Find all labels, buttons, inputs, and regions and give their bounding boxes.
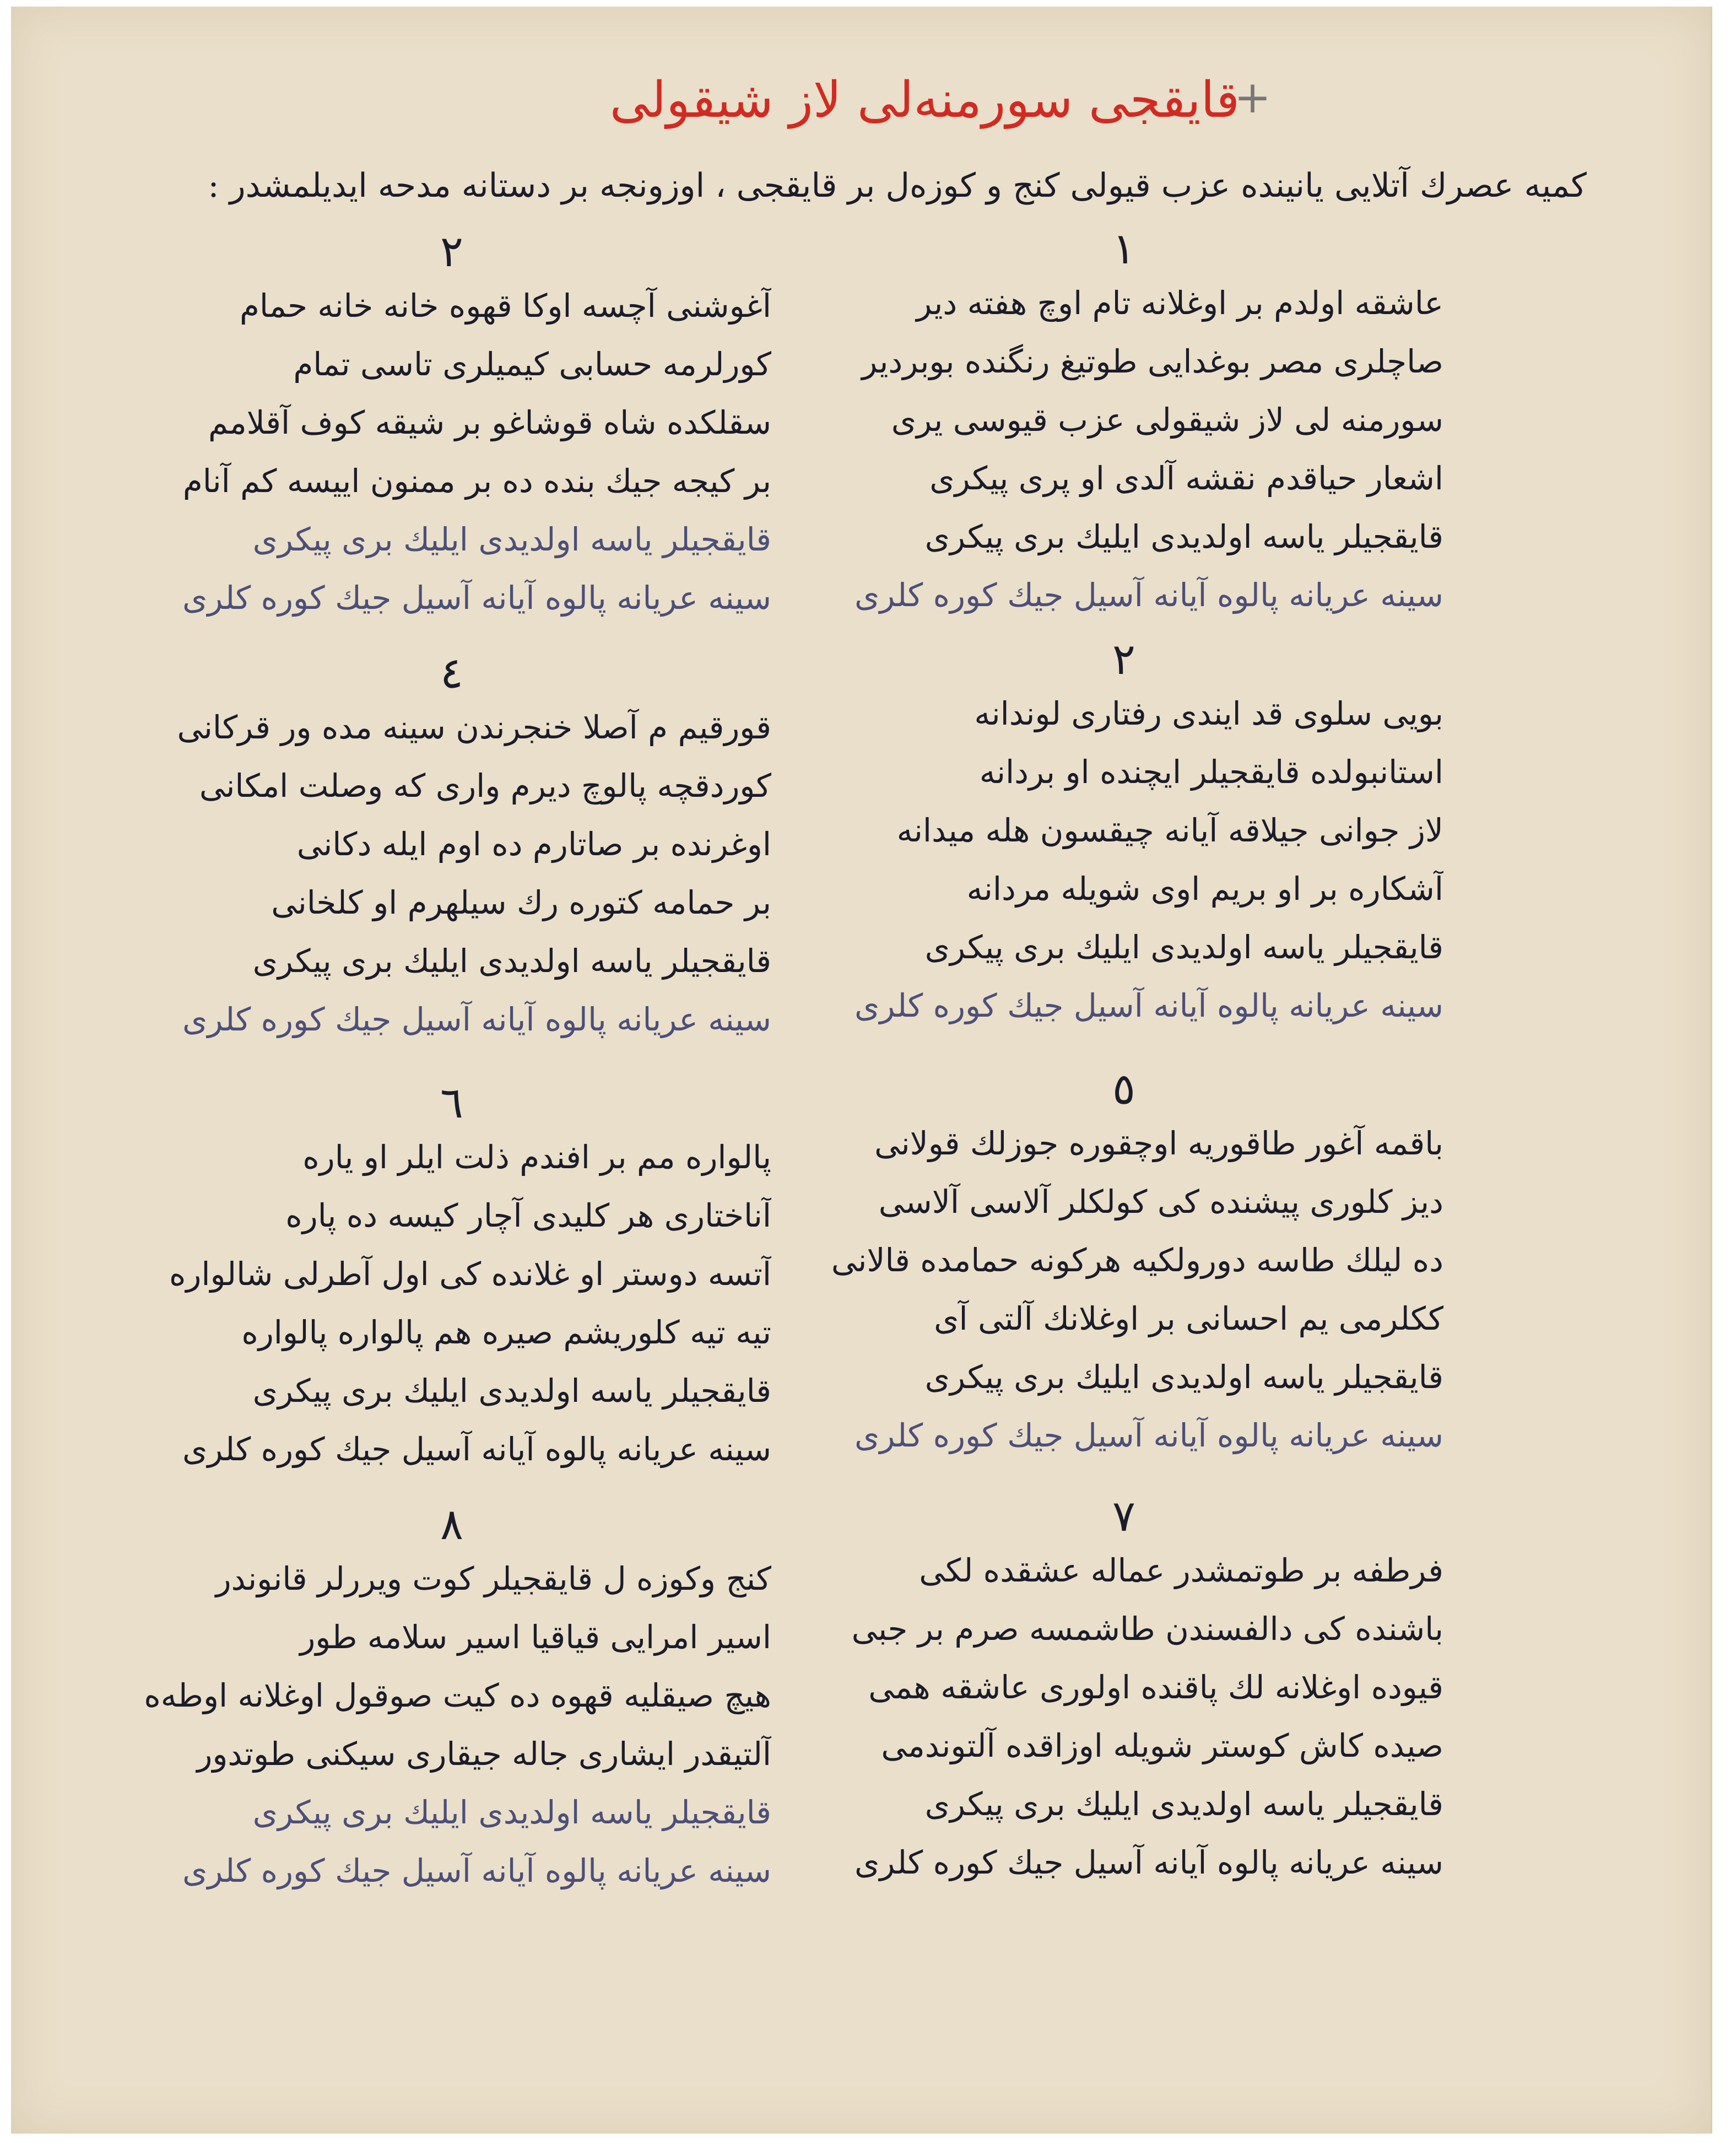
stanza-number: ٥ <box>1112 1065 1135 1114</box>
refrain-line: سینه عریانه پالوه آیانه آسیل جیك کوره کلری <box>855 987 1443 1024</box>
verse-line: سقلکده شاه قوشاغو بر شیقه کوف آقلامم <box>208 404 771 441</box>
verse-line: فرطفه بر طوتمشدر عماله عشقده لکی <box>919 1552 1443 1589</box>
plus-mark: + <box>1234 72 1272 123</box>
stanza-number: ٢ <box>440 227 463 277</box>
stanza-number: ٨ <box>440 1500 463 1550</box>
verse-line: آغوشنی آچسه اوکا قهوه خانه خانه حمام <box>240 287 771 325</box>
stanza-8 <box>132 1500 771 1900</box>
manuscript-page <box>11 7 1712 2134</box>
verse-line: پالواره مم بر افندم ذلت ایلر او یاره <box>302 1138 771 1176</box>
stanza-4 <box>132 649 771 1049</box>
refrain-line: قایقجیلر یاسه اولدیدی ایلیك بری پیکری <box>252 942 771 980</box>
stanza-number: ٤ <box>440 649 463 698</box>
refrain-line: سینه عریانه پالوه آیانه آسیل جیك کوره کلری <box>182 1431 771 1468</box>
verse-line: صیده کاش کوستر شویله اوزاقده آلتوندمی <box>881 1727 1443 1764</box>
refrain-line: قایقجیلر یاسه اولدیدی ایلیك بری پیکری <box>252 1372 771 1410</box>
stanza-5 <box>804 1065 1443 1465</box>
verse-line: آلتیقدر ایشاری جاله جیقاری سیکنی طوتدور <box>197 1735 771 1773</box>
refrain-line: قایقجیلر یاسه اولدیدی ایلیك بری پیکری <box>252 521 771 558</box>
verse-line: اوغرنده بر صاتارم ده اوم ایله دکانی <box>296 825 771 863</box>
verse-line: بویی سلوی قد ایندی رفتاری لوندانه <box>974 695 1443 732</box>
verse-line: اسیر امرایی قیاقیا اسیر سلامه طور <box>300 1618 771 1656</box>
verse-line: کورلرمه حسابی کیمیلری تاسی تمام <box>293 346 771 383</box>
refrain-line: سینه عریانه پالوه آیانه آسیل جیك کوره کلری <box>855 576 1443 614</box>
verse-line: بر کیجه جیك بنده ده بر ممنون اییسه کم آنام <box>182 462 771 500</box>
verse-line: عاشقه اولدم بر اوغلانه تام اوچ هفته دیر <box>916 284 1443 322</box>
intro-line: کمیه عصرك آتلایی یانینده عزب قیولی کنج و کوزه‌ل بر قایقجی ، اوزونجه بر دستانه مدحه ایدیلمشدر : <box>208 166 1587 205</box>
stanza-number: ٢ <box>1112 635 1135 684</box>
refrain-line: سینه عریانه پالوه آیانه آسیل جیك کوره کلری <box>182 1852 771 1890</box>
verse-line: قورقیم م آصلا خنجرندن سینه مده ور قرکانی <box>177 709 771 746</box>
verse-line: آتسه دوستر او غلانده کی اول آطرلی شالواره <box>169 1255 771 1293</box>
refrain-line: سینه عریانه پالوه آیانه آسیل جیك کوره کلری <box>182 579 771 617</box>
verse-line: باقمه آغور طاقوریه اوچقوره جوزلك قولانی <box>874 1125 1443 1162</box>
verse-line: تیه تیه کلوریشم صیره هم پالواره پالواره <box>241 1314 771 1351</box>
verse-line: صاچلری مصر بوغدایی طوتیغ رنگنده بوبردیر <box>862 343 1443 380</box>
stanza-number: ٧ <box>1112 1492 1135 1541</box>
refrain-line: قایقجیلر یاسه اولدیدی ایلیك بری پیکری <box>924 518 1443 555</box>
refrain-line: سینه عریانه پالوه آیانه آسیل جیك کوره کلری <box>855 1844 1443 1881</box>
refrain-line: سینه عریانه پالوه آیانه آسیل جیك کوره کلری <box>182 1001 771 1038</box>
verse-line: ده لیلك طاسه دورولکیه هرکونه حمامده قالانی <box>831 1241 1443 1279</box>
stanza-6 <box>132 1078 771 1478</box>
verse-line: بر حمامه کتوره رك سیلهرم او کلخانی <box>271 884 771 921</box>
stanza-2 <box>132 227 771 627</box>
verse-line: اشعار حیاقدم نقشه آلدی او پری پیکری <box>929 460 1443 497</box>
verse-line: باشنده کی دالفسندن طاشمسه صرم بر جبی <box>851 1610 1443 1648</box>
verse-line: کوردقچه پالوچ دیرم واری که وصلت امکانی <box>199 767 771 805</box>
verse-line: ککلرمی یم احسانی بر اوغلانك آلتی آی <box>934 1300 1443 1337</box>
stanza-number: ٦ <box>440 1078 463 1128</box>
stanza-3 <box>804 635 1443 1035</box>
verse-line: هیچ صیقلیه قهوه ده کیت صوقول اوغلانه اوطه‌ه <box>144 1677 771 1714</box>
verse-line: استانبولده قایقجیلر ایچنده او بردانه <box>979 753 1443 791</box>
verse-line: کنج وکوزه ل قایقجیلر کوت ویررلر قانوندر <box>215 1560 771 1597</box>
stanza-1 <box>804 224 1443 624</box>
refrain-line: قایقجیلر یاسه اولدیدی ایلیك بری پیکری <box>924 1358 1443 1396</box>
verse-line: دیز کلوری پیشنده کی کولکلر آلاسی آلاسی <box>878 1183 1443 1221</box>
stanza-7 <box>804 1492 1443 1892</box>
stanza-number: ١ <box>1112 224 1135 274</box>
verse-line: آناختاری هر کلیدی آچار کیسه ده پاره <box>285 1197 771 1234</box>
manuscript-title: قایقجی سورمنه‌لی لاز شیقولی <box>609 71 1240 129</box>
verse-line: سورمنه لی لاز شیقولی عزب قیوسی یری <box>891 401 1443 439</box>
verse-line: لاز جوانی جیلاقه آیانه چیقسون هله میدانه <box>896 812 1443 849</box>
verse-line: قیوده اوغلانه لك پاقنده اولوری عاشقه همی <box>868 1669 1443 1706</box>
refrain-line: قایقجیلر یاسه اولدیدی ایلیك بری پیکری <box>252 1794 771 1831</box>
verse-line: آشکاره بر او بریم اوی شویله مردانه <box>966 870 1443 908</box>
refrain-line: قایقجیلر یاسه اولدیدی ایلیك بری پیکری <box>924 929 1443 966</box>
refrain-line: قایقجیلر یاسه اولدیدی ایلیك بری پیکری <box>924 1785 1443 1823</box>
refrain-line: سینه عریانه پالوه آیانه آسیل جیك کوره کلری <box>855 1417 1443 1454</box>
